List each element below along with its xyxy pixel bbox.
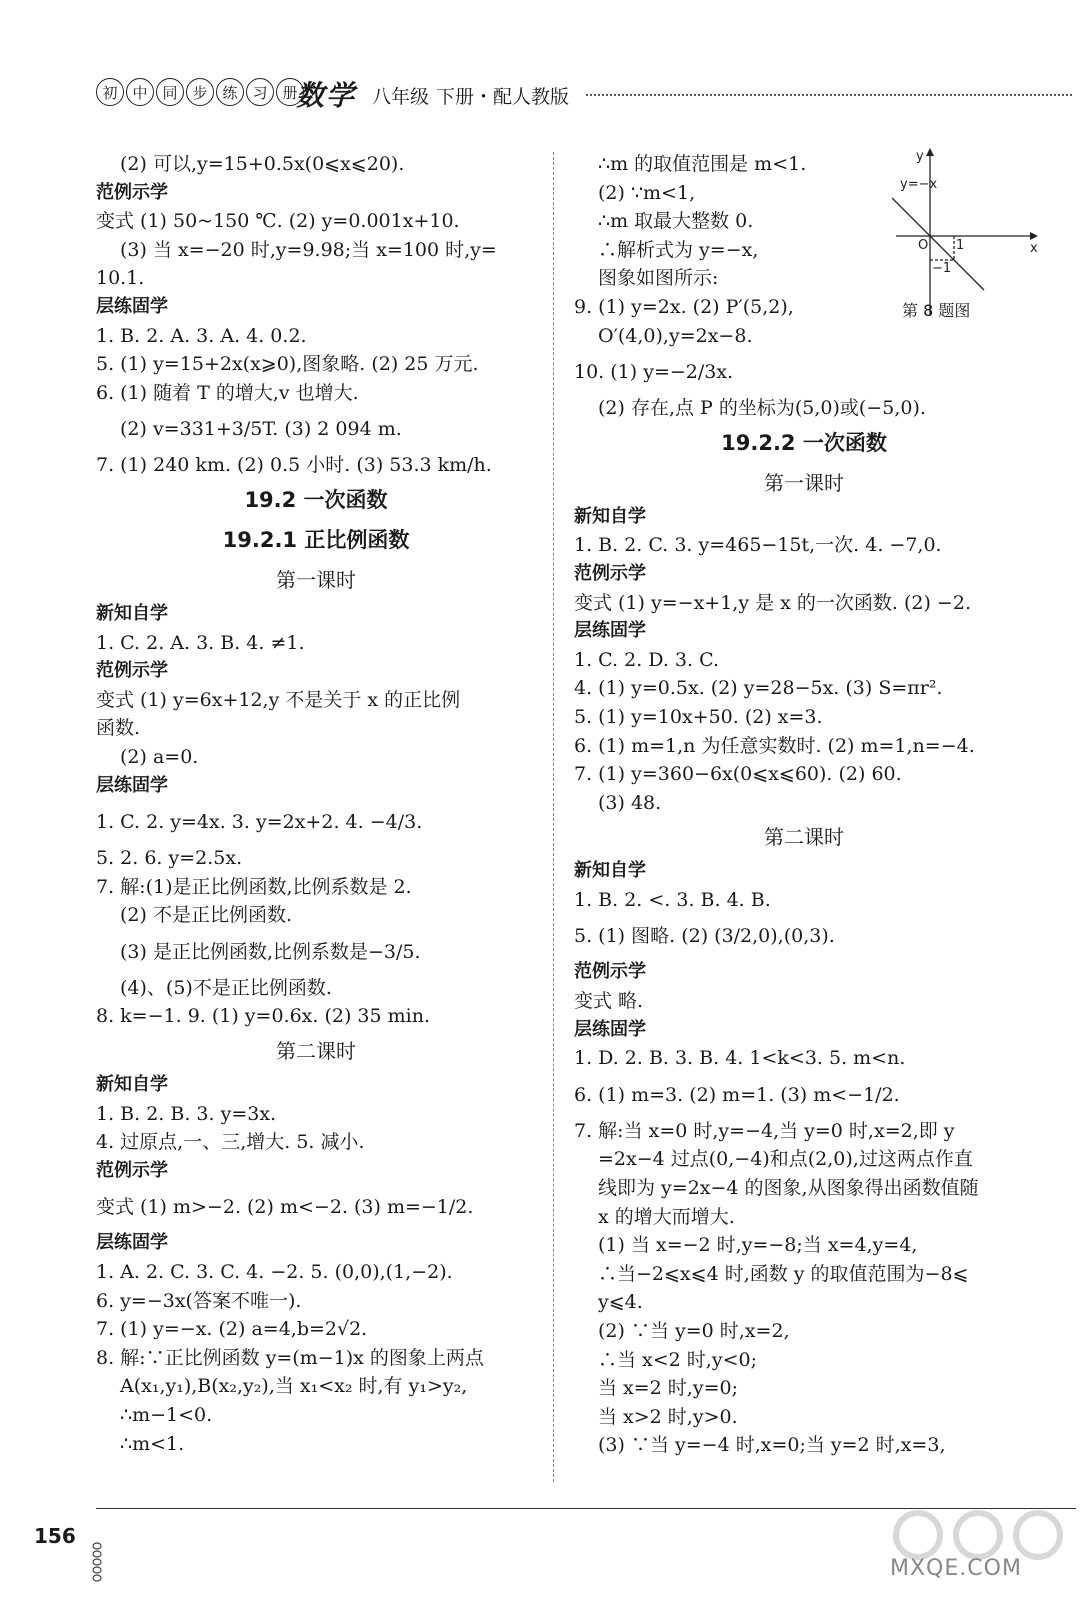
answer-line: O′(4,0),y=2x−8. [598,324,753,347]
section-label: 层练固学 [574,620,646,642]
answer-line: ∴当 x<2 时,y<0; [598,1348,757,1371]
footer-decoration [90,1510,104,1590]
answer-line: ∴m 的取值范围是 m<1. [598,153,807,175]
origin-label: O [918,238,929,253]
answer-line: 1. C. 2. D. 3. C. [574,648,719,671]
answer-line: 9. (1) y=2x. (2) P′(5,2), [574,295,794,318]
subject-title: 数学 [296,79,357,112]
book-title-char: 步 [186,78,214,106]
answer-line: 6. (1) m=1,n 为任意实数时. (2) m=1,n=−4. [574,734,975,757]
answer-line: 变式 (1) y=6x+12,y 不是关于 x 的正比例 [96,688,461,711]
book-title-char: 同 [156,78,184,106]
answer-line: 4. 过原点,一、三,增大. 5. 减小. [96,1131,365,1154]
answer-line: 1. C. 2. y=4x. 3. y=2x+2. 4. −4/3. [96,811,423,834]
answer-line: 5. (1) 图略. (2) (3/2,0),(0,3). [574,925,835,948]
answer-line: x 的增大而增大. [598,1205,735,1228]
book-title [96,78,304,106]
section-label: 层练固学 [96,1232,168,1254]
right-column [574,150,1034,1460]
answer-line: 7. 解:(1)是正比例函数,比例系数是 2. [96,875,412,898]
answer-line: 1. A. 2. C. 3. C. 4. −2. 5. (0,0),(1,−2). [96,1261,453,1284]
problem-8-graph [892,146,1042,321]
answer-line: (2) ∵m<1, [598,181,696,204]
book-title-char: 习 [246,78,274,106]
answer-line: (2) 不是正比例函数. [120,904,292,927]
answer-line: 7. 解:当 x=0 时,y=−4,当 y=0 时,x=2,即 y [574,1119,955,1142]
answer-line: =2x−4 过点(0,−4)和点(2,0),过这两点作直 [598,1148,973,1171]
answer-line: 变式 (1) m>−2. (2) m<−2. (3) m=−1/2. [96,1196,474,1219]
answer-line: 10.1. [96,267,145,290]
answer-line: (2) a=0. [120,745,199,768]
answer-line: 4. (1) y=0.5x. (2) y=28−5x. (3) S=πr². [574,677,943,700]
y-axis-label: y [916,149,924,164]
section-label: 新知自学 [96,1074,168,1096]
x-axis-label: x [1030,241,1038,256]
book-title-char: 初 [96,78,124,106]
answer-line: 6. y=−3x(答案不唯一). [96,1289,302,1312]
left-column [96,150,536,1458]
answer-line: 线即为 y=2x−4 的图象,从图象得出函数值随 [598,1177,979,1200]
answer-line: (3) ∵当 y=−4 时,x=0;当 y=2 时,x=3, [598,1434,946,1457]
book-title-char: 册 [276,78,304,106]
answer-line: 1. B. 2. C. 3. y=465−15t,一次. 4. −7,0. [574,534,942,557]
answer-line: 变式 略. [574,990,644,1013]
lesson-heading: 第一课时 [764,470,844,495]
book-title-char: 练 [216,78,244,106]
lesson-heading: 第二课时 [764,825,844,850]
section-label: 范例示学 [96,181,168,203]
section-label: 层练固学 [96,774,168,796]
answer-line: 5. (1) y=10x+50. (2) x=3. [574,705,823,728]
section-label: 新知自学 [574,505,646,527]
section-label: 范例示学 [574,961,646,983]
answer-line: 6. (1) 随着 T 的增大,v 也增大. [96,381,359,404]
answer-line: 1. C. 2. A. 3. B. 4. ≠1. [96,631,305,654]
line-y-neg-x [892,198,984,290]
section-heading: 19.2 一次函数 [244,487,388,512]
answer-line: 图象如图所示: [598,267,719,290]
answer-line: ∴解析式为 y=−x, [598,238,759,261]
answer-line: (3) 是正比例函数,比例系数是−3/5. [120,940,421,963]
answer-line: 7. (1) y=360−6x(0⩽x⩽60). (2) 60. [574,763,902,786]
answer-line: (3) 当 x=−20 时,y=9.98;当 x=100 时,y= [120,238,497,261]
subsection-heading: 19.2.1 正比例函数 [222,527,410,552]
answer-line: 1. D. 2. B. 3. B. 4. 1<k<3. 5. m<n. [574,1047,906,1070]
answer-line: 8. k=−1. 9. (1) y=0.6x. (2) 35 min. [96,1005,431,1028]
header-dotted-rule [586,94,1072,96]
figure-caption: 第 8 题图 [902,301,971,320]
answer-line: (2) ∵当 y=0 时,x=2, [598,1320,790,1342]
answer-line: 5. 2. 6. y=2.5x. [96,847,243,870]
answer-line: ∴m 取最大整数 0. [598,210,754,233]
answer-line: 变式 (1) 50~150 ℃. (2) y=0.001x+10. [96,210,460,233]
answer-line: y⩽4. [598,1291,643,1314]
lesson-heading: 第二课时 [276,1039,356,1064]
section-label: 新知自学 [96,602,168,624]
answer-line: 变式 (1) y=−x+1,y 是 x 的一次函数. (2) −2. [574,591,971,614]
watermark-logo-icon [878,1505,1078,1595]
answer-line: ∴当−2⩽x⩽4 时,函数 y 的取值范围为−8⩽ [598,1262,969,1285]
edition-label: 下册・配人教版 [436,86,570,108]
grade-label: 八年级 [372,86,430,108]
page-number: 156 [34,1524,76,1548]
answer-line: (3) 48. [598,791,662,814]
subsection-heading: 19.2.2 一次函数 [721,430,887,455]
section-label: 层练固学 [574,1018,646,1040]
answer-line: (2) v=331+3/5T. (3) 2 094 m. [120,418,402,441]
answer-line: ∴m<1. [120,1432,185,1455]
answer-line: 7. (1) 240 km. (2) 0.5 小时. (3) 53.3 km/h. [96,454,492,477]
answer-line: (2) 可以,y=15+0.5x(0⩽x⩽20). [120,153,405,175]
answer-line: 函数. [96,717,141,740]
section-label: 范例示学 [574,562,646,584]
page-header [96,74,1072,114]
answer-line: A(x₁,y₁),B(x₂,y₂),当 x₁<x₂ 时,有 y₁>y₂, [120,1375,468,1398]
answer-line: 7. (1) y=−x. (2) a=4,b=2√2. [96,1318,368,1341]
section-label: 新知自学 [574,860,646,882]
answer-line: 当 x=2 时,y=0; [598,1377,738,1400]
column-divider [553,152,554,1482]
answer-line: 1. B. 2. <. 3. B. 4. B. [574,888,771,911]
answer-line: 8. 解:∵正比例函数 y=(m−1)x 的图象上两点 [96,1346,484,1369]
section-label: 范例示学 [96,1159,168,1181]
answer-line: (2) 存在,点 P 的坐标为(5,0)或(−5,0). [598,397,926,420]
watermark-text: MXQE.COM [890,1556,1022,1581]
answer-line: 当 x>2 时,y>0. [598,1405,738,1428]
tick-label-1: 1 [956,238,965,253]
answer-line: 1. B. 2. B. 3. y=3x. [96,1102,277,1125]
y-axis-arrow [926,148,934,156]
lesson-heading: 第一课时 [276,567,356,592]
answer-line: 10. (1) y=−2/3x. [574,361,734,384]
section-label: 层练固学 [96,295,168,317]
line-label: y=−x [900,177,938,192]
answer-line: 5. (1) y=15+2x(x⩾0),图象略. (2) 25 万元. [96,353,479,376]
tick-label-neg1: −1 [932,261,952,276]
answer-line: (1) 当 x=−2 时,y=−8;当 x=4,y=4, [598,1234,918,1257]
book-title-char: 中 [126,78,154,106]
answer-line: 6. (1) m=3. (2) m=1. (3) m<−1/2. [574,1083,900,1106]
answer-line: (4)、(5)不是正比例函数. [120,976,332,999]
answer-line: 1. B. 2. A. 3. A. 4. 0.2. [96,324,307,347]
section-label: 范例示学 [96,660,168,682]
answer-line: ∴m−1<0. [120,1404,213,1426]
x-axis-arrow [1030,232,1038,240]
